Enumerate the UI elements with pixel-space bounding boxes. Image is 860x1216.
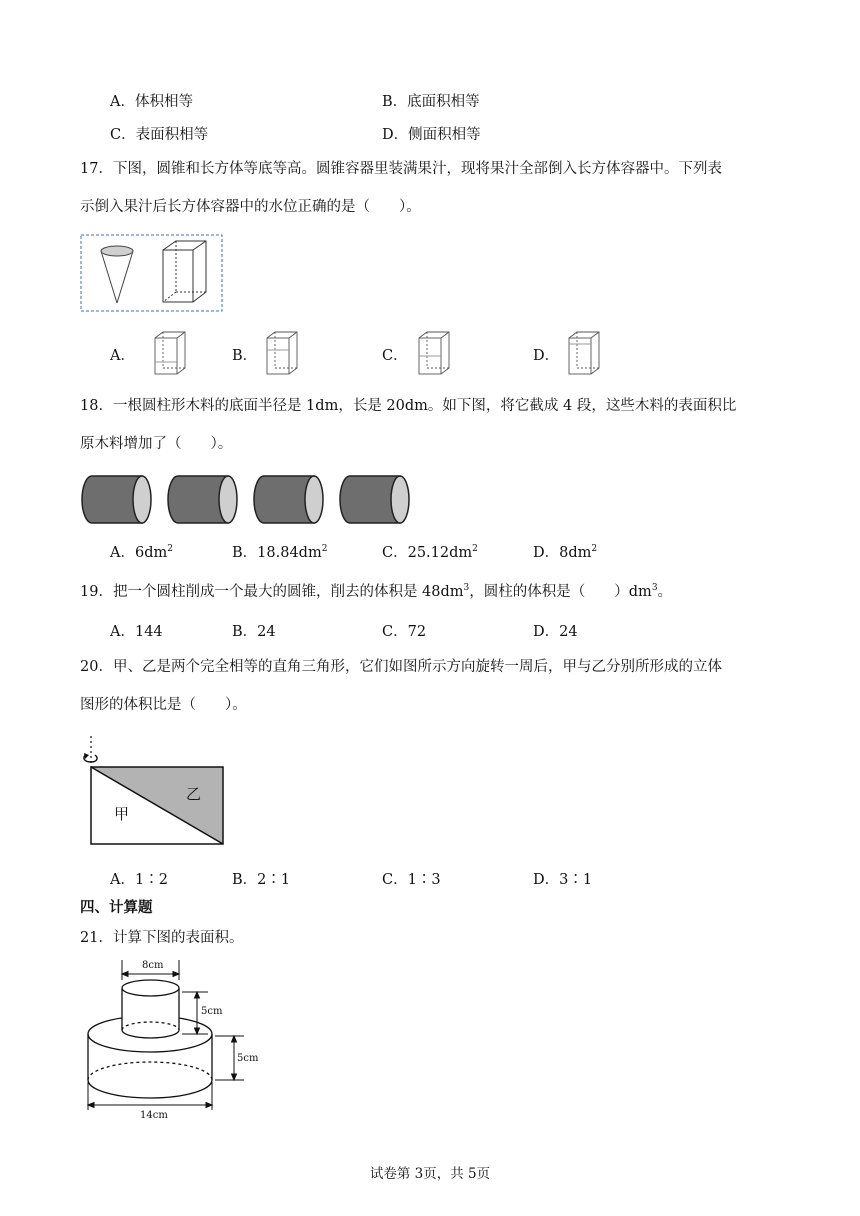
cuboid-shape xyxy=(163,241,206,302)
q20-text-line2: 图形的体积比是（ ）。 xyxy=(80,697,247,713)
q17-option-a-cuboid-icon xyxy=(154,331,188,377)
dashed-frame xyxy=(81,235,222,311)
q17-text-line2: 示倒入果汁后长方体容器中的水位正确的是（ ）。 xyxy=(80,199,421,215)
q18-option-c: C．$25.12dm^2$ xyxy=(382,544,478,561)
dim-small-height: 5cm xyxy=(201,1006,223,1017)
q16-option-c: C．表面积相等 xyxy=(110,127,209,143)
cylinder-piece-4 xyxy=(340,476,409,523)
q17-text-line1: 17．下图，圆锥和长方体等底等高。圆锥容器里装满果汁，现将果汁全部倒入长方体容器中。下列表 xyxy=(80,161,722,177)
cylinder-piece-1 xyxy=(82,476,151,523)
q20-option-c: C．1∶3 xyxy=(382,872,441,888)
q19-option-a: A．144 xyxy=(110,624,163,640)
dim-big-height: 5cm xyxy=(237,1053,259,1064)
q17-option-d: D． xyxy=(533,348,560,364)
q18-text-line2: 原木料增加了（ ）。 xyxy=(80,436,233,452)
q19-option-b: B．24 xyxy=(232,624,276,640)
q20-triangles-figure xyxy=(82,734,228,848)
q16-option-d: D．侧面积相等 xyxy=(382,127,481,143)
dim-top-8cm: 8cm xyxy=(142,960,164,971)
q18-option-d: D．$8dm^2$ xyxy=(533,544,598,561)
q19-text: 19．把一个圆柱削成一个最大的圆锥，削去的体积是 $48dm^3$，圆柱的体积是（ ）$dm^3$。 xyxy=(80,583,673,600)
q20-option-b: B．2∶1 xyxy=(232,872,291,888)
page-footer: 试卷第 3页，共 5页 xyxy=(369,1166,491,1182)
q19-option-c: C．72 xyxy=(382,624,427,640)
q17-cone-cuboid-figure xyxy=(80,234,225,314)
q18-option-b: B．$18.84dm^2$ xyxy=(232,544,328,561)
q18-text-line1: 18．一根圆柱形木料的底面半径是 1dm，长是 20dm。如下图，将它截成 4 段，这些木料的表面积比 xyxy=(80,398,737,414)
q17-option-d-cuboid-icon xyxy=(568,331,602,377)
q18-cylinder-pieces-figure xyxy=(80,474,415,526)
q20-option-d: D．3∶1 xyxy=(533,872,593,888)
label-jia: 甲 xyxy=(114,805,130,823)
q17-option-b-cuboid-icon xyxy=(266,331,300,377)
q16-option-a: A．体积相等 xyxy=(110,94,193,110)
q17-option-c-cuboid-icon xyxy=(418,331,452,377)
q18-option-a: A．$6dm^2$ xyxy=(110,544,173,561)
q17-option-c: C． xyxy=(382,348,408,364)
q21-text: 21．计算下图的表面积。 xyxy=(80,930,244,946)
cone-shape xyxy=(101,246,133,303)
small-cylinder-top xyxy=(122,980,179,996)
q19-option-d: D．24 xyxy=(533,624,578,640)
cylinder-piece-3 xyxy=(254,476,323,523)
q21-stacked-cylinders-figure xyxy=(84,958,274,1128)
label-yi: 乙 xyxy=(186,785,202,803)
q16-option-b: B．底面积相等 xyxy=(382,94,480,110)
q17-option-a: A． xyxy=(110,348,135,364)
q20-option-a: A．1∶2 xyxy=(110,872,168,888)
section-title: 四、计算题 xyxy=(80,899,153,916)
dim-bottom-14cm: 14cm xyxy=(140,1110,168,1121)
cylinder-piece-2 xyxy=(168,476,237,523)
q17-option-b: B． xyxy=(232,348,258,364)
q20-text-line1: 20．甲、乙是两个完全相等的直角三角形，它们如图所示方向旋转一周后，甲与乙分别所形成的立体 xyxy=(80,659,722,675)
